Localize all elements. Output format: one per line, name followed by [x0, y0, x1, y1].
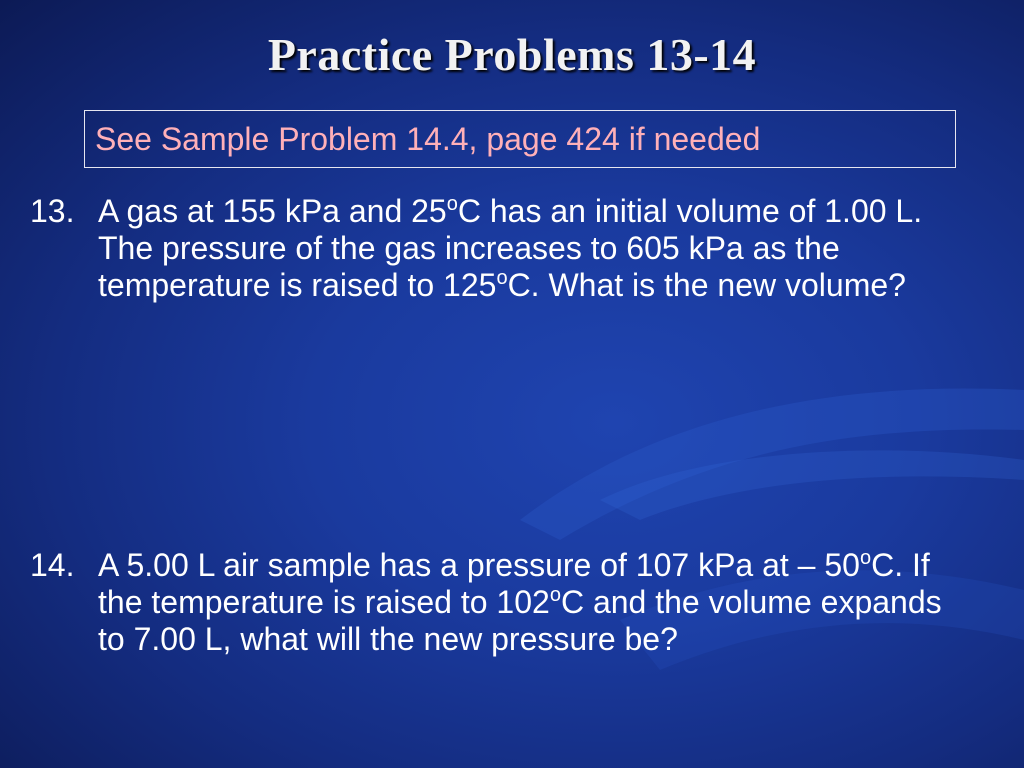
problem-text-part: A 5.00 L air sample has a pressure of 107 kPa at – 50 [98, 547, 860, 583]
degree-superscript: o [496, 267, 508, 289]
problem-text [98, 193, 990, 304]
problem-text-part: C has an initial volume of 1.00 L. The pressure of the gas increases to 605 kPa as the temperature is raised to 125 [98, 193, 923, 303]
sample-problem-note-box [84, 110, 956, 168]
problem-text-part: C. If the temperature is raised to 102 [98, 547, 930, 620]
problem-number: 14. [30, 547, 75, 583]
problem-number: 13. [30, 193, 75, 229]
problem-text-part: C. What is the new volume? [507, 267, 906, 303]
slide-title: Practice Problems 13-14 [267, 29, 757, 80]
problem-14 [30, 547, 990, 658]
degree-superscript: o [446, 193, 458, 215]
problem-text-part: A gas at 155 kPa and 25 [98, 193, 447, 229]
problem-text-part: C and the volume expands to 7.00 L, what will the new pressure be? [98, 584, 942, 657]
problem-text [98, 547, 990, 658]
degree-superscript: o [549, 584, 561, 606]
problem-13 [30, 193, 990, 304]
degree-superscript: o [859, 547, 872, 569]
sample-problem-note: See Sample Problem 14.4, page 424 if needed [95, 120, 761, 157]
